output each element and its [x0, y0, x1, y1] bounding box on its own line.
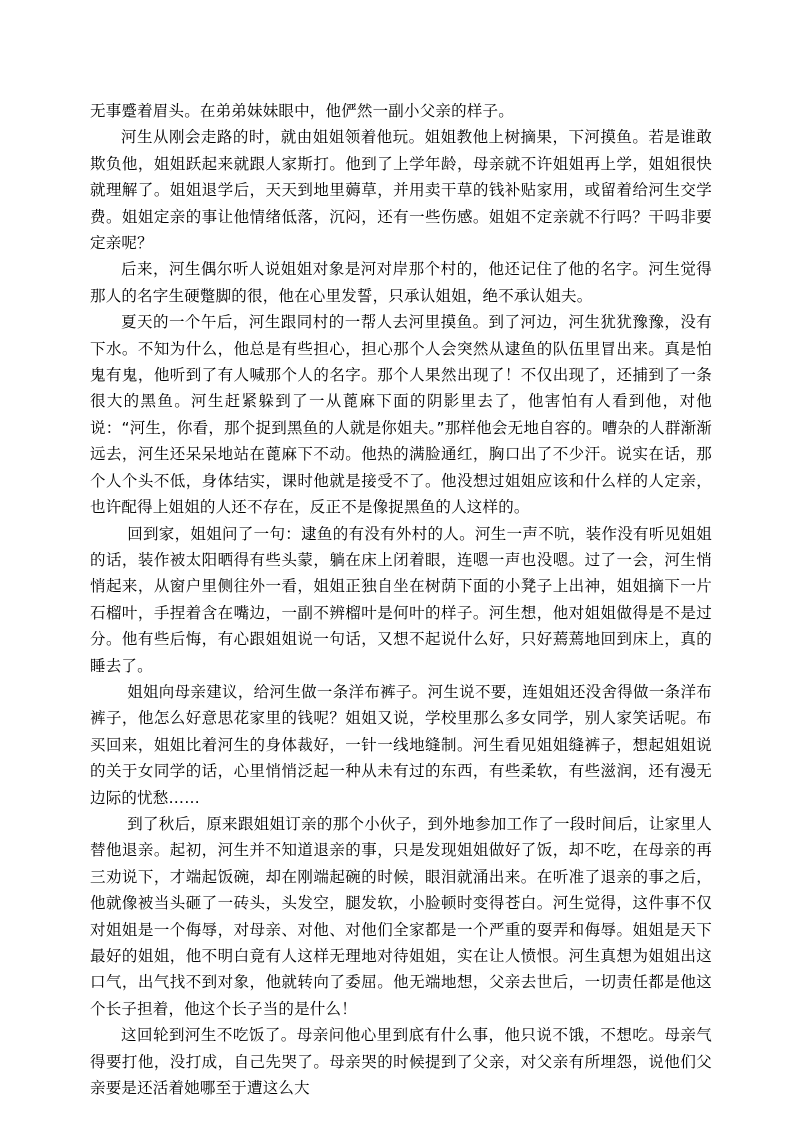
paragraph-continuation: 无事蹙着眉头。在弟弟妹妹眼中，他俨然一副小父亲的样子。 — [90, 102, 514, 120]
paragraph-fiance-name: 后来，河生偶尔听人说姐姐对象是河对岸那个村的，他还记住了他的名字。河生觉得那人的名字生硬蹩脚的很，他在心里发誓，只承认姐姐，绝不承认姐夫。 — [90, 260, 712, 305]
paragraph-sister-childhood: 河生从刚会走路的时，就由姐姐领着他玩。姐姐教他上树摘果，下河摸鱼。若是谁敢欺负他，姐姐跃起来就跟人家斯打。他到了上学年龄，母亲就不许姐姐再上学，姐姐很快就理解了。姐姐退学后，天天到地里薅草，并用卖干草的钱补贴家用，或留着给河生交学费。姐姐定亲的事让他情绪低落，沉闷，还有一些伤感。姐姐不定亲就不行吗？干吗非要定亲呢？ — [90, 128, 712, 253]
paragraph-cloth-trousers: 姐姐向母亲建议，给河生做一条洋布裤子。河生说不要，连姐姐还没舍得做一条洋布裤子，他怎么好意思花家里的钱呢？姐姐又说，学校里那么多女同学，别人家笑话呢。布买回来，姐姐比着河生的身体裁好，一针一线地缝制。河生看见姐姐缝裤子，想起姐姐说的关于女同学的话，心里悄悄泛起一种从未有过的东西，有些柔软，有些滋润，还有漫无边际的忧愁…… — [90, 682, 712, 807]
paragraph-broken-engagement: 到了秋后，原来跟姐姐订亲的那个小伙子，到外地参加工作了一段时间后，让家里人替他退亲。起初，河生并不知道退亲的事，只是发现姐姐做好了饭，却不吃，在母亲的再三劝说下，才端起饭碗，却在刚端起碗的时候，眼泪就涌出来。在听准了退亲的事之后，他就像被当头砸了一砖头，头发空，腿发软，小脸顿时变得苍白。河生觉得，这件事不仅对姐姐是一个侮辱，对母亲、对他、对他们全家都是一个严重的耍弄和侮辱。姐姐是天下最好的姐姐，他不明白竟有人这样无理地对待姐姐，实在让人愤恨。河生真想为姐姐出这口气，出气找不到对象，他就转向了委屈。他无端地想，父亲去世后，一切责任都是他这个长子担着，他这个长子当的是什么！ — [90, 814, 712, 1018]
document-body — [90, 98, 712, 1101]
paragraph-refuses-food: 这回轮到河生不吃饭了。母亲问他心里到底有什么事，他只说不饿，不想吃。母亲气得要打他，没打成，自己先哭了。母亲哭的时候提到了父亲，对父亲有所埋怨，说他们父亲要是还活着她哪至于遭这么大 — [90, 1026, 712, 1098]
paragraph-summer-fishing: 夏天的一个午后，河生跟同村的一帮人去河里摸鱼。到了河边，河生犹犹豫豫，没有下水。不知为什么，他总是有些担心，担心那个人会突然从逮鱼的队伍里冒出来。真是怕鬼有鬼，他听到了有人喊那个人的名字。那个人果然出现了！不仅出现了，还捕到了一条很大的黑鱼。河生赶紧躲到了一从蓖麻下面的阴影里去了，他害怕有人看到他，对他说：“河生，你看，那个捉到黑鱼的人就是你姐夫。”那样他会无地自容的。嘈杂的人群渐渐远去，河生还呆呆地站在蓖麻下不动。他热的满脸通红，胸口出了不少汗。说实在话，那个人个头不低，身体结实，课时他就是接受不了。他没想过姐姐应该和什么样的人定亲，也许配得上姐姐的人还不存在，反正不是像捉黑鱼的人这样的。 — [90, 313, 712, 517]
paragraph-back-home: 回到家，姐姐问了一句：逮鱼的有没有外村的人。河生一声不吭，装作没有听见姐姐的话，装作被太阳晒得有些头蒙，躺在床上闭着眼，连嗯一声也没嗯。过了一会，河生悄悄起来，从窗户里侧往外一看，姐姐正独自坐在树荫下面的小凳子上出神，姐姐摘下一片石榴叶，手捏着含在嘴边，一副不辨榴叶是何叶的样子。河生想，他对姐姐做得是不是过分。他有些后悔，有心跟姐姐说一句话，又想不起说什么好，只好蔫蔫地回到床上，真的睡去了。 — [90, 524, 712, 675]
